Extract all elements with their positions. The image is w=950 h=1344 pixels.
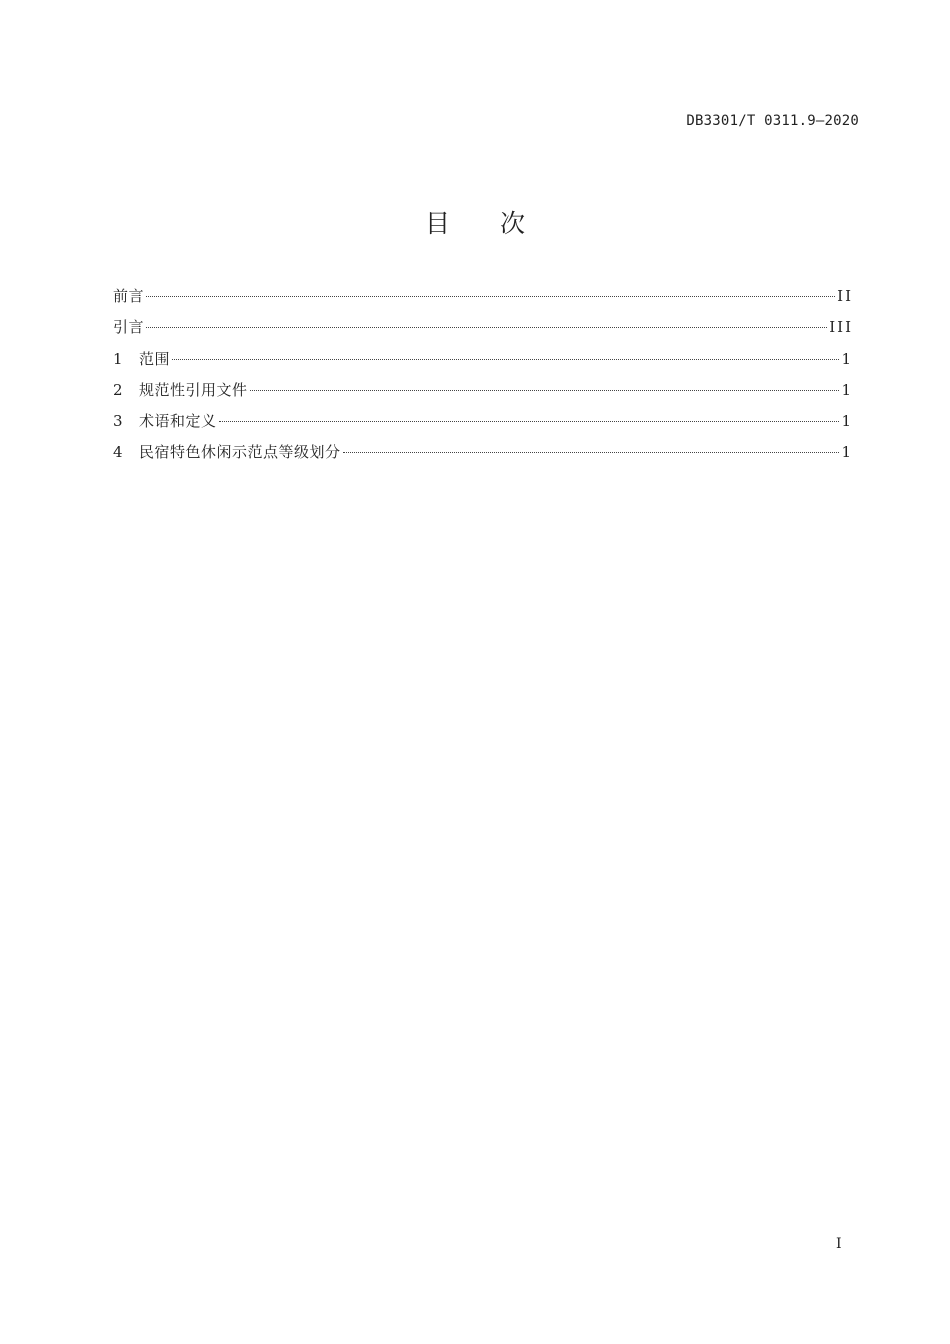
toc-entry-label: 规范性引用文件 [139, 380, 248, 399]
toc-entry-number: 2 [113, 380, 123, 399]
toc-entry-number: 3 [113, 412, 123, 431]
toc-entry-page: 1 [841, 380, 853, 399]
toc-entry-page: III [829, 318, 853, 337]
toc-entry-label: 民宿特色休闲示范点等级划分 [139, 443, 341, 462]
toc-title: 目次 [424, 209, 575, 238]
toc-dot-leader [146, 327, 827, 328]
toc-entry-number: 1 [113, 349, 123, 368]
toc-entry-label: 引言 [113, 318, 145, 337]
toc-entry-page: 1 [841, 443, 853, 462]
toc-dot-leader [146, 296, 835, 297]
toc-entry-label: 范围 [139, 349, 171, 368]
toc-dot-leader [219, 421, 840, 422]
toc-entry-terms-definitions[interactable] [113, 409, 851, 440]
page-number: I [836, 1236, 842, 1252]
toc-entry-number: 4 [113, 443, 123, 462]
toc-entry-page: 1 [841, 349, 853, 368]
toc-dot-leader [172, 359, 839, 360]
toc-entry-introduction[interactable] [113, 315, 851, 346]
table-of-contents [113, 284, 851, 472]
toc-entry-page: 1 [841, 412, 853, 431]
toc-entry-page: II [837, 287, 853, 305]
toc-entry-label: 前言 [113, 287, 145, 305]
toc-entry-normative-references[interactable] [113, 378, 851, 409]
toc-entry-grade-classification[interactable] [113, 440, 851, 471]
document-code: DB3301/T 0311.9—2020 [686, 113, 859, 129]
toc-entry-foreword[interactable] [113, 284, 851, 315]
toc-entry-scope[interactable] [113, 347, 851, 378]
toc-entry-label: 术语和定义 [139, 412, 217, 431]
toc-dot-leader [343, 452, 840, 453]
toc-dot-leader [250, 390, 840, 391]
